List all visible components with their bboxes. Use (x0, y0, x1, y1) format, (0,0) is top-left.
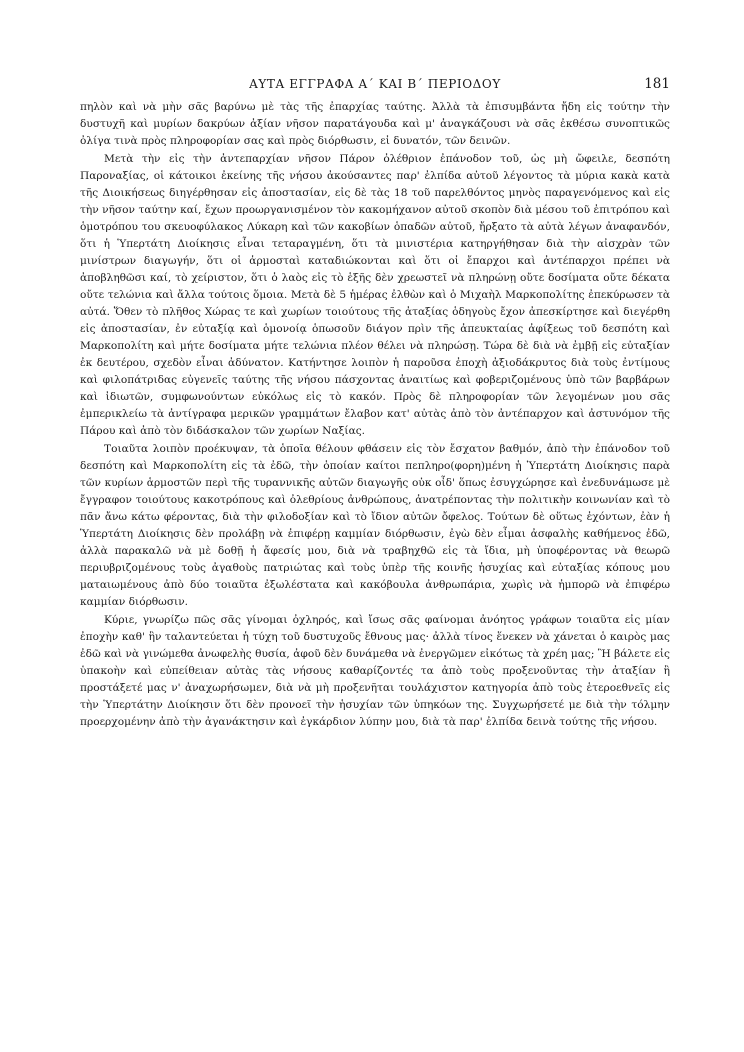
running-title: ΑΥΤΑ ΕΓΓΡΑΦΑ Α΄ ΚΑΙ Β΄ ΠΕΡΙΟΔΟΥ (249, 77, 501, 91)
page-number: 181 (644, 76, 670, 92)
paragraph-continued: πηλὸν καὶ νὰ μὴν σᾶς βαρύνω μὲ τὰς τῆς ἐπαρχίας ταύτης. Ἀλλὰ τὰ ἐπισυμβάντα ἤδη εἰς τούτην τὴν δυστυχῆ καὶ μυρίων δακρύων ἀξίαν νῆσον παρατάγουδα καὶ μ' ἀναγκάζουσι νὰ σᾶς ἐκθέσω συνοπτικῶς ὀλίγα τινὰ πρὸς πληροφορίαν σας καὶ πρὸς διόρθωσιν, εἰ δυνατόν, τῶν δεινῶν. (80, 101, 670, 147)
body-text (80, 99, 670, 731)
paragraph: Τοιαῦτα λοιπὸν προέκυψαν, τὰ ὁποῖα θέλουν φθάσειν εἰς τὸν ἔσχατον βαθμόν, ἀπὸ τὴν ἐπάνοδον τοῦ δεσπότη καὶ Μαρκοπολίτη εἰς τὰ ἐδῶ, τὴν ὁποίαν καίτοι πεπληρο(φορη)μένη ἡ Ὑπερτάτη Διοίκησις παρὰ τῶν κυρίων ἁρμοστῶν περὶ τῆς τυραννικῆς αὐτῶν διαγωγῆς οὐκ οἶδ' ὅπως ἐσυγχώρησε καὶ ἐνεδυνάμωσε μὲ ἔγγραφον τοιούτους κακοτρόπους καὶ ὀλεθρίους ἀνθρώπους, ἀνατρέποντας τὴν πολιτικὴν κοινωνίαν καὶ τὸ πᾶν ἄνω κάτω φέροντας, διὰ τὴν φιλοδοξίαν καὶ τὸ ἴδιον αὐτῶν ὄφελος. Τούτων δὲ οὕτως ἐχόντων, ἐὰν ἡ Ὑπερτάτη Διοίκησις δὲν προλάβῃ νὰ ἐπιφέρῃ καμμίαν διόρθωσιν, ἐγὼ δὲν εἶμαι ἀσφαλὴς καθήμενος ἐδῶ, ἀλλὰ παρακαλῶ νὰ μὲ δοθῇ ἡ ἄφεσίς μου, διὰ νὰ τραβηχθῶ εἰς τὰ ἴδια, μὴ ὑποφέροντας νὰ θεωρῶ περιυβριζομένους τοὺς ἀγαθοὺς πατριώτας καὶ τοὺς ὑπὲρ τῆς κοινῆς ἡσυχίας καὶ εὐταξίας κόπους μου ματαιωμένους ἀπὸ δύο τοιαῦτα ἐξωλέστατα καὶ κακόβουλα ἀνθρωπάρια, χωρὶς νὰ ἠμπορῶ νὰ ἐπιφέρω καμμίαν διόρθωσιν. (80, 443, 670, 608)
running-head (80, 74, 670, 94)
paragraph: Κύριε, γνωρίζω πῶς σᾶς γίνομαι ὀχληρός, καὶ ἴσως σᾶς φαίνομαι ἀνόητος γράφων τοιαῦτα εἰς μίαν ἐποχὴν καθ' ἣν ταλαντεύεται ἡ τύχη τοῦ δυστυχοῦς ἔθνους μας· ἀλλὰ τίνος ἕνεκεν νὰ χάνεται ὁ καιρὸς μας ἐδῶ καὶ νὰ γινώμεθα ἀνωφελὴς θυσία, ἀφοῦ δὲν δυνάμεθα νὰ ἐνεργῶμεν εἰκότως τὰ χρέη μας; Ἢ βάλετε εἰς ὑπακοὴν καὶ εὐπείθειαν αὐτὰς τὰς νήσους καθαρίζοντές τα ἀπὸ τοὺς προξενοῦντας τὴν ἀταξίαν ἢ προστάξετέ μας ν' ἀναχωρήσωμεν, διὰ νὰ μὴ προξενῆται τουλάχιστον κατηγορία ἀπὸ τοὺς ἑτεροεθνεῖς εἰς τὴν Ὑπερτάτην Διοίκησιν ὅτι δὲν προνοεῖ τὴν ἡσυχίαν τῶν ὑπηκόων της. Συγχωρήσετέ με διὰ τὴν τόλμην προερχομένην ἀπὸ τὴν ἀγανάκτησιν καὶ ἐγκάρδιον λύπην μου, διὰ τὰ παρ' ἐλπίδα δεινὰ τούτης τῆς νήσου. (80, 614, 670, 728)
paragraph: Μετὰ τὴν εἰς τὴν ἀντεπαρχίαν νῆσον Πάρον ὀλέθριον ἐπάνοδον τοῦ, ὡς μὴ ὤφειλε, δεσπότη Παροναξίας, οἱ κάτοικοι ἐκείνης τῆς νήσου ἀκούσαντες παρ' ἐλπίδα αὐτοῦ λέγοντος τὰ μύρια κακὰ κατὰ τῆς Διοικήσεως διηγέρθησαν εἰς ἀποστασίαν, εἰς δὲ τὰς 18 τοῦ παρελθόντος μηνὸς παραγενόμενος καὶ εἰς τὴν νῆσον ταύτην καί, ἔχων προωργανισμένον τὸν κακομήχανον αὐτοῦ σκοπὸν διὰ μέσου τοῦ ἐπιτρόπου καὶ ὁμοτρόπου του σκευοφύλακος Λύκαρη καὶ τῶν κακοβίων ὁπαδῶν αὐτοῦ, ἤρξατο τὰ αὐτὰ λέγων ἀναφανδόν, ὅτι ἡ Ὑπερτάτη Διοίκησις εἶναι τεταραγμένη, ὅτι τὰ μινιστέρια κατηργήθησαν διὰ τὴν αἰσχρὰν τῶν μινίστρων διαγωγήν, ὅτι οἱ ἁρμοσταὶ καταδιώκονται καὶ ὅτι οἱ ἔπαρχοι καὶ ἀντέπαρχοι πρέπει νὰ ἀποβληθῶσι καί, τὸ χείριστον, ὅτι ὁ λαὸς εἰς τὸ ἑξῆς δὲν χρεωστεῖ νὰ πληρώνῃ οὔτε δοσίματα οὔτε δέκατα οὔτε τελώνια καὶ ἄλλα τούτοις ὅμοια. Μετὰ δὲ 5 ἡμέρας ἐλθὼν καὶ ὁ Μιχαὴλ Μαρκοπολίτης ἐπεκύρωσεν τὰ αὐτά. Ὅθεν τὸ πλῆθος Χώρας τε καὶ χωρίων τοιούτους τῆς ἀταξίας ὁδηγοὺς ἔχον ἀπεσκίρτησε καὶ διεγέρθη εἰς ἀποστασίαν, ἐν εὐταξίᾳ καὶ ὁμονοίᾳ ὁπωσοῦν διάγον πρὶν τῆς ἀπευκταίας ἀφίξεως τοῦ δεσπότη καὶ Μαρκοπολίτη καὶ μήτε δοσίματα μήτε τελώνια πλέον θέλει νὰ πληρώσῃ. Τώρα δὲ διὰ νὰ ἐμβῇ εἰς εὐταξίαν ἐκ δευτέρου, σχεδὸν εἶναι ἀδύνατον. Κατήντησε λοιπὸν ἡ παροῦσα ἐποχὴ ἀξιοδάκρυτος διὰ τοὺς ἐντίμους καὶ φιλοπάτριδας εὐγενεῖς ταύτης τῆς νήσου πάσχοντας ἀναιτίως καὶ φοβεριζομένους ὑπὸ τῶν βαρβάρων καὶ ἰδιωτῶν, συμφωνούντων εὐκόλως εἰς τὸ κακόν. Πρὸς δὲ πληροφορίαν τῶν λεγομένων μου σᾶς ἐμπερικλείω τὰ ἀντίγραφα μερικῶν γραμμάτων ἔλαβον κατ' αὐτὰς ἀπὸ τὸν ἀντέπαρχον καὶ ἀστυνόμον τῆς Πάρου καὶ ἀπὸ τὸν διδάσκαλον τῶν χωρίων Ναξίας. (80, 153, 670, 437)
